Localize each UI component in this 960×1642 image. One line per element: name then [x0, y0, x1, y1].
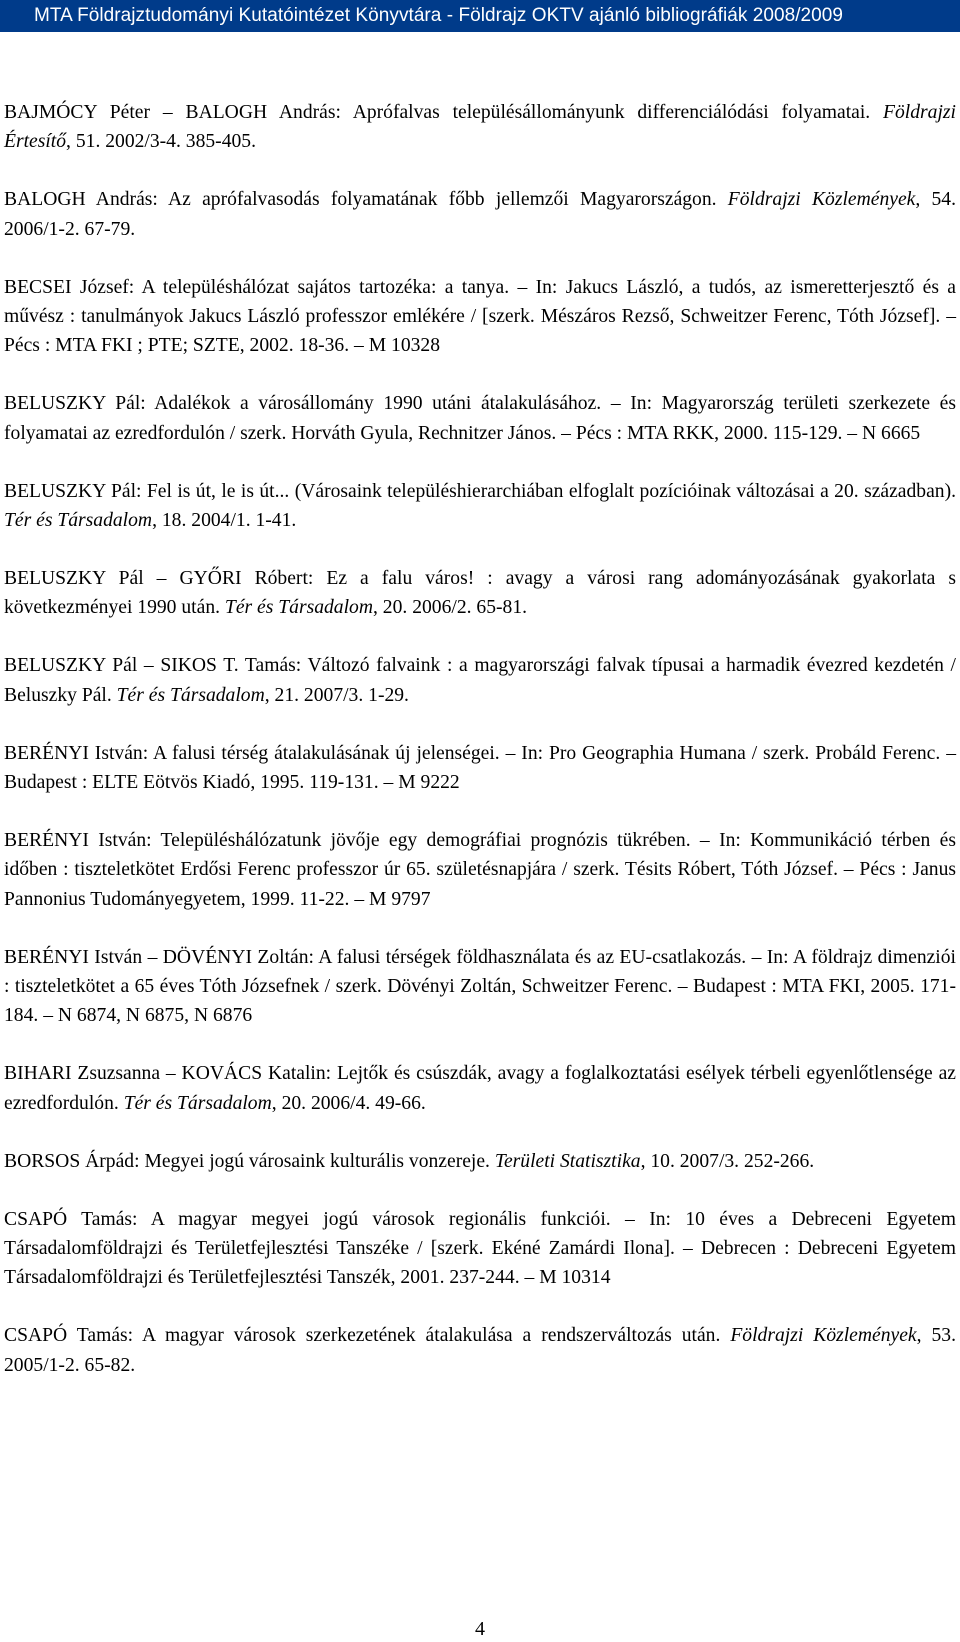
- entry-text: CSAPÓ Tamás: A magyar városok szerkezetének átalakulása a rendszerváltozás után.: [4, 1325, 731, 1347]
- entry-text: , 54. 2006/1-2. 67-79.: [4, 189, 956, 240]
- bibliography-entry: [4, 185, 956, 244]
- entry-journal-title: Tér és Társadalom: [116, 684, 265, 706]
- entry-text: BIHARI Zsuzsanna – KOVÁCS Katalin: Lejtők és csúszdák, avagy a foglalkoztatási esélyek térbeli egyenlőtlensége az ezredfordulón.: [4, 1063, 956, 1114]
- entry-journal-title: Földrajzi Értesítő: [4, 102, 956, 153]
- bibliography-entry: [4, 1147, 956, 1176]
- entry-text: , 21. 2007/3. 1-29.: [264, 684, 409, 706]
- bibliography-entry: [4, 273, 956, 361]
- entry-text: , 51. 2002/3-4. 385-405.: [66, 131, 256, 153]
- entry-text: BERÉNYI István: A falusi térség átalakulásának új jelenségei. – In: Pro Geographia Humana / szerk. Probáld Ferenc. – Budapest : ELTE Eötvös Kiadó, 1995. 119-131. – M 9222: [4, 742, 956, 793]
- entry-text: BELUSZKY Pál – GYŐRI Róbert: Ez a falu város! : avagy a városi rang adományozásának gyakorlata s következményei 1990 után.: [4, 567, 956, 619]
- entry-text: BAJMÓCY Péter – BALOGH András: Aprófalvas településállományunk differenciálódási folyamatai.: [4, 102, 884, 123]
- bibliography-entry: [4, 389, 956, 448]
- entry-text: , 18. 2004/1. 1-41.: [152, 510, 297, 532]
- entry-text: , 20. 2006/2. 65-81.: [373, 597, 528, 619]
- entry-journal-title: Földrajzi Közlemények: [730, 1325, 917, 1347]
- entry-text: BERÉNYI István – DÖVÉNYI Zoltán: A falusi térségek földhasználata és az EU-csatlakozás. – In: A földrajz dimenziói : tiszteletkötet a 65 éves Tóth Józsefnek / szerk. Dövényi Zoltán, Schweitzer Ferenc. – Budapest : MTA FKI, 2005. 171-184. – N 6874, N 6875, N 6876: [4, 946, 956, 1027]
- document-header-bar: [0, 0, 960, 32]
- entry-text: BELUSZKY Pál – SIKOS T. Tamás: Változó falvaink : a magyarországi falvak típusai a harmadik évezred kezdetén / Beluszky Pál.: [4, 655, 956, 706]
- entry-journal-title: Földrajzi Közlemények: [727, 189, 916, 211]
- entry-journal-title: Területi Statisztika: [494, 1150, 641, 1172]
- bibliography-entry: [4, 739, 956, 798]
- bibliography-entry: [4, 564, 956, 623]
- entry-journal-title: Tér és Társadalom: [224, 597, 373, 619]
- entry-text: CSAPÓ Tamás: A magyar megyei jogú városok regionális funkciói. – In: 10 éves a Debreceni Egyetem Társadalomföldrajzi és Területfejlesztési Tanszéke / [szerk. Ekéné Zamárdi Ilona]. – Debrecen : Debreceni Egyetem Társadalomföldrajzi és Területfejlesztési Tanszék, 2001. 237-244. – M 10314: [4, 1208, 956, 1289]
- entry-text: BERÉNYI István: Településhálózatunk jövője egy demográfiai prognózis tükrében. – In: Kommunikáció térben és időben : tiszteletkötet Erdősi Ferenc professzor úr 65. születésnapjára / szerk. Tésits Róbert, Tóth József. – Pécs : Janus Pannonius Tudományegyetem, 1999. 11-22. – M 9797: [4, 829, 956, 910]
- bibliography-entry: [4, 651, 956, 710]
- document-header-title: MTA Földrajztudományi Kutatóintézet Könyvtára - Földrajz OKTV ajánló bibliográfiák 2008/2009: [34, 5, 844, 26]
- entry-text: , 10. 2007/3. 252-266.: [640, 1150, 815, 1172]
- bibliography-entry: [4, 477, 956, 536]
- entry-text: BALOGH András: Az aprófalvasodás folyamatának főbb jellemzői Magyarországon.: [4, 189, 728, 211]
- bibliography-entry: [4, 1321, 956, 1380]
- page-number: 4: [475, 1618, 485, 1640]
- bibliography-entry: [4, 826, 956, 914]
- bibliography-entry: [4, 943, 956, 1031]
- entry-text: BELUSZKY Pál: Adalékok a városállomány 1990 utáni átalakulásához. – In: Magyarország területi szerkezete és folyamatai az ezredfordulón / szerk. Horváth Gyula, Rechnitzer János. – Pécs : MTA RKK, 2000. 115-129. – N 6665: [4, 393, 956, 444]
- entry-text: BECSEI József: A településhálózat sajátos tartozéka: a tanya. – In: Jakucs László, a tudós, az ismeretterjesztő és a művész : tanulmányok Jakucs László professzor emlékére / [szerk. Mészáros Rezső, Schweitzer Ferenc, Tóth József]. – Pécs : MTA FKI ; PTE; SZTE, 2002. 18-36. – M 10328: [4, 276, 956, 357]
- entry-text: BELUSZKY Pál: Fel is út, le is út... (Városaink településhierarchiában elfoglalt pozícióinak változásai a 20. században).: [4, 480, 956, 502]
- entry-text: , 53. 2005/1-2. 65-82.: [4, 1325, 956, 1376]
- entry-text: , 20. 2006/4. 49-66.: [271, 1092, 426, 1114]
- bibliography-entry: [4, 98, 956, 157]
- bibliography-list: [4, 98, 956, 1380]
- entry-journal-title: Tér és Társadalom: [123, 1092, 272, 1114]
- entry-text: BORSOS Árpád: Megyei jogú városaink kulturális vonzereje.: [4, 1150, 495, 1172]
- bibliography-entry: [4, 1205, 956, 1293]
- bibliography-entry: [4, 1059, 956, 1118]
- entry-journal-title: Tér és Társadalom: [4, 510, 153, 532]
